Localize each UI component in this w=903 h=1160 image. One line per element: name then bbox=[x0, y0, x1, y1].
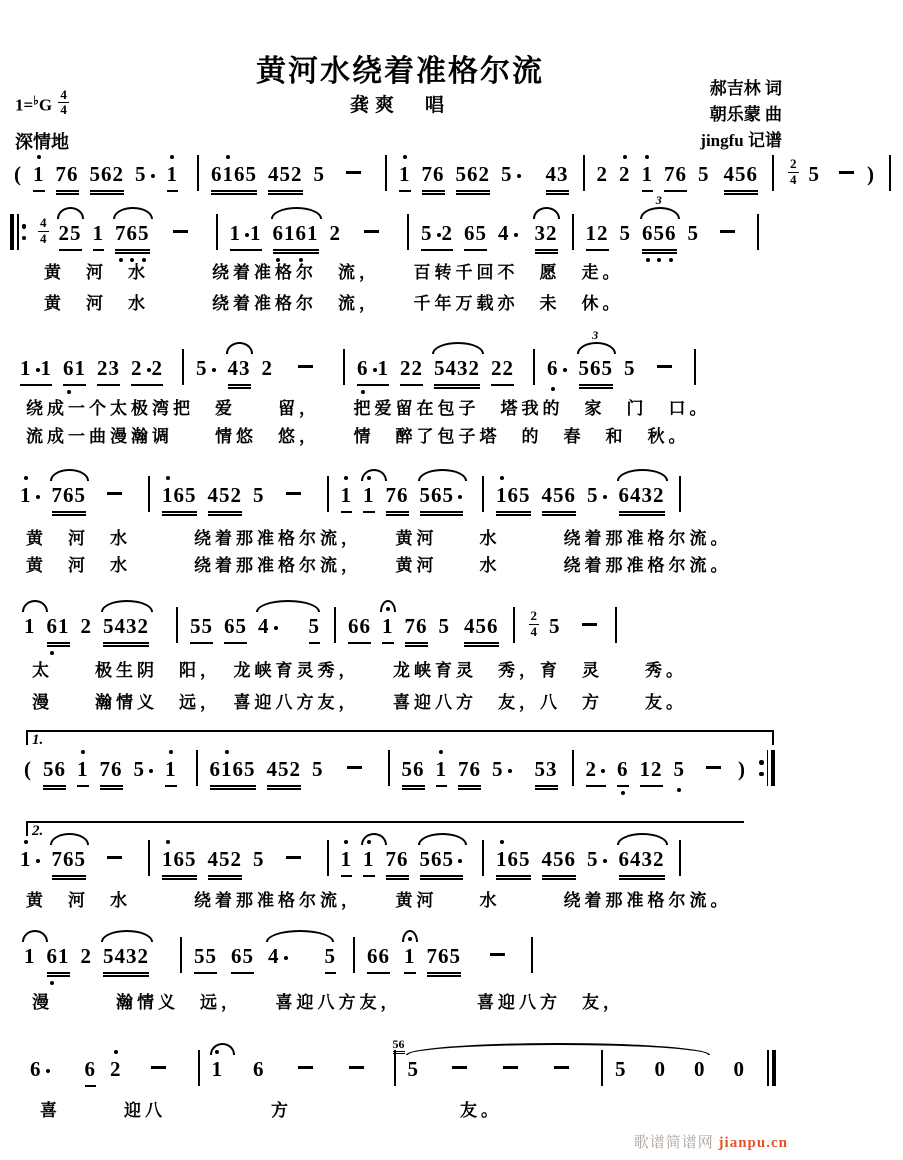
note-token: 165 bbox=[162, 483, 197, 513]
barline bbox=[513, 607, 515, 643]
duration-dash bbox=[839, 171, 854, 174]
lyrics-line: 绕成一个太极湾把 爱 留， 把爱留在包子 塔我的 家 门 口。 bbox=[26, 399, 711, 418]
note-token: 565 bbox=[420, 847, 464, 877]
duration-dash bbox=[490, 953, 505, 956]
note-token: 1 bbox=[93, 221, 105, 251]
note-token: 5 bbox=[587, 847, 608, 872]
note-token: 6432 bbox=[619, 847, 665, 877]
note-token: 76 bbox=[422, 162, 445, 192]
note-token bbox=[836, 162, 857, 187]
note-token: 5 bbox=[673, 756, 685, 781]
barline bbox=[198, 1050, 200, 1086]
note-token: 2 bbox=[586, 757, 607, 787]
note-token: 5 bbox=[325, 944, 337, 974]
note-token: 1 bbox=[363, 847, 375, 877]
volta-label: 1. bbox=[32, 732, 44, 748]
music-system-4 bbox=[24, 610, 629, 650]
note-token: 1 bbox=[382, 614, 394, 644]
note-token: 12 bbox=[586, 221, 609, 251]
duration-dash bbox=[720, 230, 735, 233]
slur-arc bbox=[22, 930, 48, 942]
augmentation-dot bbox=[284, 956, 288, 960]
note-token bbox=[717, 221, 738, 246]
note-token: 43 bbox=[228, 356, 251, 386]
note-token: 4 bbox=[258, 614, 279, 639]
note-token: 5432 bbox=[103, 944, 149, 974]
triplet-number: 3 bbox=[592, 327, 600, 342]
note-token: 6 bbox=[547, 356, 568, 381]
note-token: 61 bbox=[47, 944, 70, 974]
note-token: 0 bbox=[733, 1056, 745, 1081]
note-token: 1 bbox=[436, 757, 448, 787]
note-token: 452 bbox=[208, 483, 243, 513]
time-signature: $\frac{2}{4}$ bbox=[790, 156, 797, 187]
note-token: 765 bbox=[52, 483, 87, 513]
augmentation-dot bbox=[517, 174, 521, 178]
augmentation-dot bbox=[603, 859, 607, 863]
note-token: 61 bbox=[47, 614, 70, 644]
note-token: 565 3 bbox=[579, 356, 614, 386]
slur-arc bbox=[361, 469, 387, 481]
note-token: 5 bbox=[492, 757, 513, 782]
note-token bbox=[487, 944, 508, 969]
note-token: 5 56 bbox=[408, 1057, 420, 1082]
duration-dash bbox=[706, 766, 721, 769]
key-signature bbox=[15, 87, 79, 122]
lyrics-line: 黄 河 水 绕着准格尔 流， 千年万载亦 未 休。 bbox=[44, 294, 624, 313]
augmentation-dot bbox=[147, 368, 151, 372]
triplet-number: 3 bbox=[655, 192, 663, 207]
duration-dash bbox=[151, 1066, 166, 1069]
barline bbox=[327, 840, 329, 876]
note-token: 1 bbox=[24, 614, 36, 639]
note-token: 5 bbox=[501, 162, 522, 187]
note-token: 23 bbox=[97, 356, 120, 386]
note-token: 25 bbox=[59, 221, 82, 251]
slur-arc bbox=[266, 930, 334, 942]
singer-name: 龚爽 唱 bbox=[349, 95, 450, 116]
music-system-3 bbox=[20, 479, 693, 519]
augmentation-dot bbox=[514, 233, 518, 237]
note-token: 0 bbox=[654, 1056, 666, 1081]
note-token: 65 bbox=[464, 221, 487, 251]
note-token: 2 bbox=[619, 161, 631, 186]
note-token: 1 bbox=[404, 944, 416, 974]
slur-arc bbox=[101, 930, 153, 942]
note-token: 4 bbox=[498, 221, 519, 246]
barline bbox=[694, 349, 696, 385]
note-token: 5432 bbox=[103, 614, 149, 644]
duration-dash bbox=[347, 766, 362, 769]
slur-arc bbox=[533, 207, 561, 219]
note-token: 12 bbox=[640, 757, 663, 787]
note-token bbox=[283, 847, 304, 872]
note-token: 765 bbox=[52, 847, 87, 877]
barline bbox=[334, 607, 336, 643]
note-token: 5 bbox=[624, 355, 636, 380]
note-token: 1 bbox=[642, 162, 654, 192]
augmentation-dot bbox=[458, 859, 462, 863]
duration-dash bbox=[554, 1066, 569, 1069]
barline bbox=[572, 750, 574, 786]
note-token bbox=[449, 1057, 470, 1082]
barline bbox=[197, 155, 199, 191]
key-letter: G bbox=[38, 95, 53, 115]
barline bbox=[176, 607, 178, 643]
note-token bbox=[295, 356, 316, 381]
barline bbox=[601, 1050, 603, 1086]
note-token: 55 bbox=[190, 614, 213, 644]
note-token: 165 bbox=[496, 847, 531, 877]
duration-dash bbox=[346, 171, 361, 174]
note-token: 1 bbox=[24, 944, 36, 969]
barline bbox=[772, 155, 774, 191]
barline bbox=[679, 476, 681, 512]
note-token: 6 1 bbox=[357, 356, 389, 386]
note-token bbox=[500, 1057, 521, 1082]
watermark-site-name: 歌谱简谱网 bbox=[633, 1135, 719, 1151]
augmentation-dot bbox=[245, 233, 249, 237]
note-token: ) bbox=[867, 161, 875, 186]
composer-credit: 朝乐蒙 曲 bbox=[709, 105, 782, 124]
note-token: 1 bbox=[165, 757, 177, 787]
key-prefix: 1= bbox=[15, 95, 34, 115]
slur-arc bbox=[101, 600, 153, 612]
note-token: 2 bbox=[110, 1056, 122, 1081]
duration-dash bbox=[286, 856, 301, 859]
watermark bbox=[634, 1131, 788, 1152]
duration-dash bbox=[298, 1066, 313, 1069]
note-token: 452 bbox=[208, 847, 243, 877]
slur-arc bbox=[418, 469, 467, 481]
barline bbox=[327, 476, 329, 512]
flat-sign: ♭ bbox=[33, 93, 39, 108]
note-token bbox=[346, 1057, 367, 1082]
duration-dash bbox=[349, 1066, 364, 1069]
volta-bracket bbox=[26, 821, 744, 839]
barline bbox=[533, 349, 535, 385]
barline bbox=[679, 840, 681, 876]
slur-arc bbox=[380, 600, 396, 612]
slur-arc bbox=[210, 1043, 236, 1055]
note-token: 565 bbox=[420, 483, 464, 513]
slur-arc bbox=[22, 600, 48, 612]
note-token: 2 bbox=[261, 355, 273, 380]
note-token: 1 bbox=[77, 757, 89, 787]
volta-label: 2. bbox=[32, 823, 44, 839]
note-token: 1 bbox=[20, 847, 41, 872]
barline bbox=[407, 214, 409, 250]
note-token: 5 bbox=[549, 613, 561, 638]
duration-dash bbox=[107, 492, 122, 495]
note-token: 22 bbox=[491, 356, 514, 386]
lyrics-line: 喜 迎八 方 友。 bbox=[40, 1101, 502, 1120]
note-token: 5432 bbox=[434, 356, 480, 386]
barline bbox=[757, 214, 759, 250]
song-title: 黄河水绕着准格尔流 bbox=[256, 55, 544, 88]
augmentation-dot bbox=[36, 859, 40, 863]
augmentation-dot bbox=[563, 368, 567, 372]
time-signature: $\frac{4}{4}$ bbox=[40, 215, 47, 246]
augmentation-dot bbox=[151, 174, 155, 178]
note-token: 2 bbox=[80, 943, 92, 968]
slur-arc bbox=[406, 1043, 710, 1055]
note-token: 76 bbox=[56, 162, 79, 192]
note-token: 5 bbox=[698, 161, 710, 186]
note-token: 65 bbox=[224, 614, 247, 644]
note-token: 43 bbox=[546, 162, 569, 192]
augmentation-dot bbox=[373, 368, 377, 372]
time-signature: $\frac{2}{4}$ bbox=[530, 608, 537, 639]
note-token: ( bbox=[14, 161, 22, 186]
note-token: 5 bbox=[134, 757, 155, 782]
note-token: 76 bbox=[405, 614, 428, 644]
repeat-sign bbox=[10, 213, 26, 251]
note-token: 765 bbox=[115, 221, 150, 251]
lyrics-line: 太 极生阴 阳， 龙峡育灵秀， 龙峡育灵 秀，育 灵 秀。 bbox=[32, 661, 687, 680]
expression-marking: 深情地 bbox=[15, 132, 69, 152]
note-token: 5 bbox=[313, 161, 325, 186]
augmentation-dot bbox=[36, 368, 40, 372]
note-token: 5 bbox=[615, 1056, 627, 1081]
barline bbox=[394, 1050, 396, 1086]
note-token: 56 bbox=[43, 757, 66, 787]
note-token: 452 bbox=[267, 757, 302, 787]
barline bbox=[385, 155, 387, 191]
barline bbox=[583, 155, 585, 191]
slur-arc bbox=[113, 207, 153, 219]
augmentation-dot bbox=[603, 495, 607, 499]
augmentation-dot bbox=[601, 769, 605, 773]
note-token: 76 bbox=[100, 757, 123, 787]
note-token bbox=[654, 356, 675, 381]
duration-dash bbox=[298, 365, 313, 368]
duration-dash bbox=[286, 492, 301, 495]
note-token: 65 bbox=[231, 944, 254, 974]
duration-dash bbox=[452, 1066, 467, 1069]
note-token: 165 bbox=[496, 483, 531, 513]
note-token: 1 bbox=[20, 483, 41, 508]
note-token: 55 bbox=[194, 944, 217, 974]
slur-arc bbox=[402, 930, 418, 942]
barline bbox=[615, 607, 617, 643]
note-token: 6161 bbox=[273, 221, 319, 251]
slur-arc bbox=[256, 600, 320, 612]
barline bbox=[180, 937, 182, 973]
lyrics-line: 黄 河 水 绕着那准格尔流， 黄河 水 绕着那准格尔流。 bbox=[26, 891, 732, 910]
note-token bbox=[283, 483, 304, 508]
note-token: 76 bbox=[386, 483, 409, 513]
note-token: 66 bbox=[367, 944, 390, 974]
note-token: 2 2 bbox=[131, 356, 163, 386]
duration-dash bbox=[582, 623, 597, 626]
note-token: 5 bbox=[253, 846, 265, 871]
slur-arc bbox=[57, 207, 85, 219]
note-token: 6165 bbox=[210, 757, 256, 787]
slur-arc bbox=[432, 342, 484, 354]
note-token bbox=[148, 1057, 169, 1082]
note-token: 2 bbox=[596, 161, 608, 186]
note-token: 0 bbox=[694, 1056, 706, 1081]
note-token bbox=[579, 614, 600, 639]
augmentation-dot bbox=[46, 1069, 50, 1073]
music-system-5 bbox=[24, 752, 785, 792]
volta-bracket bbox=[26, 730, 774, 748]
note-token: 22 bbox=[400, 356, 423, 386]
slur-arc bbox=[577, 342, 617, 354]
barline bbox=[482, 476, 484, 512]
note-token: 4 bbox=[268, 944, 289, 969]
augmentation-dot bbox=[212, 368, 216, 372]
transcriber-credit: jingfu 记谱 bbox=[700, 131, 782, 150]
note-token: 1 bbox=[33, 162, 45, 192]
credits-block bbox=[700, 76, 782, 154]
duration-dash bbox=[173, 230, 188, 233]
note-token: 5 bbox=[587, 483, 608, 508]
barline bbox=[148, 476, 150, 512]
note-token: 53 bbox=[535, 757, 558, 787]
barline bbox=[343, 349, 345, 385]
slur-arc bbox=[50, 469, 90, 481]
augmentation-dot bbox=[437, 233, 441, 237]
note-token: ( bbox=[24, 756, 32, 781]
barline bbox=[353, 937, 355, 973]
barline bbox=[196, 750, 198, 786]
note-token: 56 bbox=[402, 757, 425, 787]
slur-arc bbox=[617, 469, 669, 481]
note-token: 1 1 bbox=[230, 221, 262, 251]
barline bbox=[148, 840, 150, 876]
note-token bbox=[344, 757, 365, 782]
repeat-sign bbox=[759, 749, 775, 787]
note-token: 5 bbox=[438, 613, 450, 638]
note-token: 1 bbox=[341, 483, 353, 513]
note-token bbox=[104, 483, 125, 508]
note-token: 452 bbox=[268, 162, 303, 192]
note-token: 1 1 bbox=[20, 356, 52, 386]
note-token: 1 bbox=[363, 483, 375, 513]
augmentation-dot bbox=[36, 495, 40, 499]
note-token: 456 bbox=[464, 614, 499, 644]
note-token: 456 bbox=[542, 847, 577, 877]
music-system-7 bbox=[24, 940, 545, 980]
note-token: 5 2 bbox=[421, 221, 453, 251]
note-token: 656 3 bbox=[642, 221, 677, 251]
note-token: 562 bbox=[90, 162, 125, 192]
note-token: 6 bbox=[253, 1056, 265, 1081]
note-token bbox=[703, 757, 724, 782]
note-token: 165 bbox=[162, 847, 197, 877]
note-token: 5 bbox=[309, 614, 321, 644]
barline bbox=[531, 937, 533, 973]
note-token: 6432 bbox=[619, 483, 665, 513]
note-token: 1 bbox=[399, 162, 411, 192]
slur-arc bbox=[226, 342, 254, 354]
note-token bbox=[361, 221, 382, 246]
note-token: 2 bbox=[329, 220, 341, 245]
note-token bbox=[104, 847, 125, 872]
lyricist-credit: 郝吉林 词 bbox=[709, 79, 782, 98]
slur-arc bbox=[271, 207, 323, 219]
duration-dash bbox=[364, 230, 379, 233]
barline bbox=[572, 214, 574, 250]
lyrics-line: 漫 瀚情义 远， 喜迎八方友， 喜迎八方 友， bbox=[32, 993, 624, 1012]
duration-dash bbox=[503, 1066, 518, 1069]
note-token: 32 bbox=[535, 221, 558, 251]
note-token: 5 bbox=[619, 220, 631, 245]
note-token: 61 bbox=[63, 356, 86, 386]
final-barline bbox=[767, 1049, 776, 1087]
lyrics-line: 流成一曲漫瀚调 情悠 悠， 情 醉了包子塔 的 春 和 秋。 bbox=[26, 427, 690, 446]
music-system-1 bbox=[8, 192, 771, 256]
augmentation-dot bbox=[508, 769, 512, 773]
note-token: 5 bbox=[135, 162, 156, 187]
meter-signature: $\frac{4}{4}$ bbox=[60, 87, 67, 118]
note-token: 5 bbox=[687, 220, 699, 245]
lyrics-line: 黄 河 水 绕着那准格尔流， 黄河 水 绕着那准格尔流。 bbox=[26, 556, 732, 575]
note-token: 66 bbox=[348, 614, 371, 644]
lyrics-line: 漫 瀚情义 远， 喜迎八方友， 喜迎八方 友，八 方 友。 bbox=[32, 693, 687, 712]
watermark-domain: jianpu.cn bbox=[718, 1135, 788, 1151]
music-system-2 bbox=[20, 327, 708, 392]
slur-arc bbox=[640, 207, 680, 219]
music-system-6 bbox=[20, 843, 693, 883]
note-token: 76 bbox=[458, 757, 481, 787]
note-token: 5 bbox=[196, 356, 217, 381]
music-system-8 bbox=[30, 1036, 786, 1092]
note-token: 5 bbox=[808, 161, 820, 186]
note-token: 5 bbox=[312, 756, 324, 781]
duration-dash bbox=[657, 365, 672, 368]
augmentation-dot bbox=[274, 626, 278, 630]
barline bbox=[216, 214, 218, 250]
barline bbox=[889, 155, 891, 191]
duration-dash bbox=[107, 856, 122, 859]
barline bbox=[482, 840, 484, 876]
note-token: 1 bbox=[212, 1057, 224, 1082]
note-token: ) bbox=[738, 756, 746, 781]
barline bbox=[388, 750, 390, 786]
note-token: 1 bbox=[341, 847, 353, 877]
note-token: 6 bbox=[30, 1057, 51, 1082]
note-token: 5 bbox=[253, 482, 265, 507]
note-token: 76 bbox=[386, 847, 409, 877]
lyrics-line: 黄 河 水 绕着准格尔 流， 百转千回不 愿 走。 bbox=[44, 263, 624, 282]
grace-notes: 56 bbox=[393, 1038, 405, 1054]
note-token: 456 bbox=[724, 162, 759, 192]
note-token: 6165 bbox=[211, 162, 257, 192]
note-token: 76 bbox=[664, 162, 687, 192]
music-system-0 bbox=[14, 158, 903, 198]
note-token bbox=[170, 221, 191, 246]
note-token: 6 bbox=[617, 757, 629, 787]
note-token: 1 bbox=[167, 162, 179, 192]
note-token: 2 bbox=[80, 613, 92, 638]
note-token bbox=[295, 1057, 316, 1082]
note-token: 6 bbox=[85, 1057, 97, 1087]
note-token bbox=[343, 162, 364, 187]
note-token: 562 bbox=[456, 162, 491, 192]
augmentation-dot bbox=[458, 495, 462, 499]
augmentation-dot bbox=[149, 769, 153, 773]
note-token bbox=[551, 1057, 572, 1082]
lyrics-line: 黄 河 水 绕着那准格尔流， 黄河 水 绕着那准格尔流。 bbox=[26, 529, 732, 548]
note-token: 765 bbox=[427, 944, 462, 974]
note-token: 456 bbox=[542, 483, 577, 513]
barline bbox=[182, 349, 184, 385]
